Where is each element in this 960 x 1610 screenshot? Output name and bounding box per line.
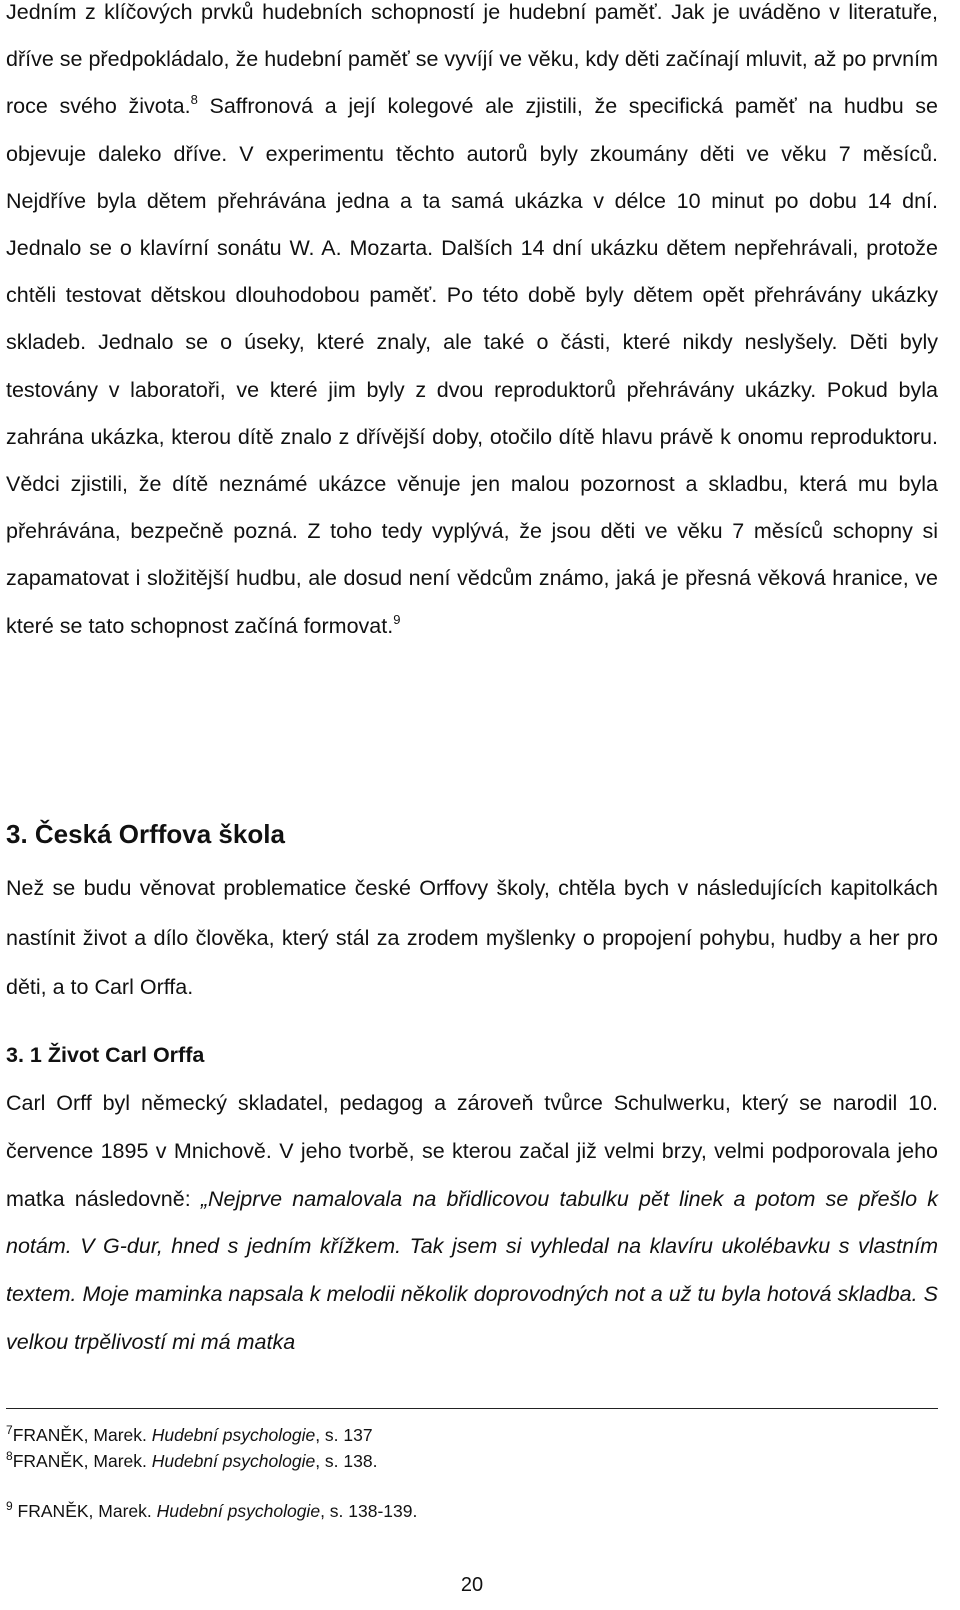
- footnote-pages: , s. 138.: [315, 1451, 378, 1471]
- paragraph-text: Jedním z klíčových prvků hudebních schopností je hudební paměť. Jak je uváděno v literatuře, dříve se předpokládalo, že hudební paměť se vyvíjí ve věku, kdy děti začínají mluvit, až po prvním roce svého života.: [6, 0, 938, 119]
- footnote-author: FRANĚK, Marek.: [12, 1451, 152, 1471]
- paragraph-text: Saffronová a její kolegové ale zjistili, že specifická paměť na hudbu se objevuje daleko dříve. V experimentu těchto autorů byly zkoumány děti ve věku 7 měsíců. Nejdříve byla dětem přehrávána jedna a ta samá ukázka v délce 10 minut po dobu 14 dní. Jednalo se o klavírní sonátu W. A. Mozarta. Dalších 14 dní ukázku dětem nepřehrávali, protože chtěli testovat dětskou dlouhodobou paměť. Po této době byly dětem opět přehrávány ukázky skladeb. Jednalo se o úseky, které znaly, ale také o části, které nikdy neslyšely. Děti byly testovány v laboratoři, ve které jim byly z dvou reproduktorů přehrávány ukázky. Pokud byla zahrána ukázka, kterou dítě znalo z dřívější doby, otočilo dítě hlavu právě k onomu reproduktoru. Vědci zjistili, že dítě neznámé ukázce věnuje jen malou pozornost a skladbu, která mu byla přehrávána, bezpečně pozná. Z toho tedy vyplývá, že jsou děti ve věku 7 měsíců schopny si zapamatovat i složitější hudbu, ale dosud není vědcům známo, jaká je přesná věková hranice, ve které se tato schopnost začíná formovat.: [6, 94, 938, 638]
- footnote-author: FRANĚK, Marek.: [12, 1425, 152, 1445]
- footnote-number: 8: [6, 1449, 13, 1463]
- section-heading: 3. Česká Orffova škola: [6, 819, 285, 849]
- footnote-author: FRANĚK, Marek.: [12, 1501, 157, 1521]
- footnote-8: [6, 1450, 377, 1472]
- paragraph-text: Carl Orff byl německý skladatel, pedagog a zároveň tvůrce Schulwerku, který se narodil 10. července 1895 v Mnichově. V jeho tvorbě, se kterou začal již velmi brzy, velmi podporovala jeho matka následovně:: [6, 1091, 938, 1211]
- subsection-heading: 3. 1 Život Carl Orffa: [6, 1043, 205, 1067]
- footnote-ref-9[interactable]: 9: [393, 611, 401, 627]
- footnote-pages: , s. 138-139.: [320, 1501, 418, 1521]
- body-paragraph-biography: [6, 1080, 938, 1367]
- footnote-number: 9: [6, 1499, 13, 1513]
- footnote-number: 7: [6, 1423, 13, 1437]
- footnote-pages: , s. 137: [315, 1425, 373, 1445]
- footnote-title: Hudební psychologie: [156, 1501, 321, 1521]
- quotation-text: „Nejprve namalovala na břidlicovou tabulku pět linek a potom se přešlo k notám. V G-dur, hned s jedním křížkem. Tak jsem si vyhledal na klavíru ukolébavku s vlastním textem. Moje maminka napsala k melodii několik doprovodných not a už tu byla hotová skladba. S velkou trpělivostí mi má matka: [6, 1186, 938, 1354]
- footnote-9: [6, 1500, 417, 1522]
- body-paragraph-memory: [6, 0, 938, 650]
- footnote-separator: [6, 1408, 938, 1409]
- footnote-title: Hudební psychologie: [151, 1451, 316, 1471]
- page-number: 20: [460, 1574, 484, 1596]
- body-paragraph-intro: Než se budu věnovat problematice české Orffovy školy, chtěla bych v následujících kapitolkách nastínit život a dílo člověka, který stál za zrodem myšlenky o propojení pohybu, hudby a her pro děti, a to Carl Orffa.: [6, 876, 938, 999]
- footnote-ref-8[interactable]: 8: [190, 92, 198, 108]
- footnote-7: [6, 1424, 373, 1446]
- footnote-title: Hudební psychologie: [151, 1425, 316, 1445]
